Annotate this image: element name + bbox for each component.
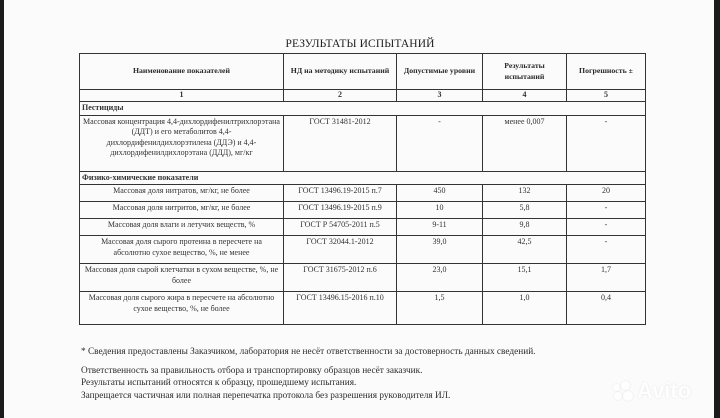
error: - xyxy=(567,202,646,219)
error: 20 xyxy=(567,185,646,202)
method: ГОСТ Р 54705-2011 п.5 xyxy=(284,219,397,236)
method: ГОСТ 32044.1-2012 xyxy=(284,236,397,264)
note-line: Ответственность за правильность отбора и транспортировку образцов несёт заказчик. xyxy=(81,365,423,376)
table-row xyxy=(80,202,646,219)
error: 0,4 xyxy=(567,292,646,325)
result: 15,1 xyxy=(483,264,567,292)
table-row xyxy=(80,264,646,292)
section-row-pesticides xyxy=(80,102,646,116)
result: менее 0,007 xyxy=(483,115,567,171)
header-limit: Допустимые уровни xyxy=(397,54,483,90)
table-row xyxy=(80,115,646,171)
limit: 39,0 xyxy=(397,236,483,264)
indicator-name: Массовая доля сырой клетчатки в сухом веществе, %, не более xyxy=(80,264,284,292)
limit: 1,5 xyxy=(397,292,483,325)
indicator-name: Массовая доля влаги и летучих веществ, % xyxy=(80,219,284,236)
indicator-name: Массовая доля сырого жира в пересчете на абсолютно сухое вещество, %, не более xyxy=(80,292,284,325)
indicator-name: Массовая доля сырого протеина в пересчете на абсолютно сухое вещество, %, не менее xyxy=(80,236,284,264)
notes-block xyxy=(81,346,641,402)
footnote: * Сведения предоставлены Заказчиком, лаборатория не несёт ответственности за достоверность данных сведений. xyxy=(81,347,536,357)
column-number: 5 xyxy=(567,90,646,102)
result: 42,5 xyxy=(483,236,567,264)
column-number: 3 xyxy=(397,90,483,102)
result: 132 xyxy=(483,185,567,202)
note-line: Запрещается частичная или полная перепечатка протокола без разрешения руководителя ИЛ. xyxy=(81,390,451,401)
table-row xyxy=(80,185,646,202)
column-number: 2 xyxy=(284,90,397,102)
column-number: 1 xyxy=(80,90,284,102)
limit: 10 xyxy=(397,202,483,219)
column-number: 4 xyxy=(483,90,567,102)
note-line: Результаты испытаний относятся к образцу, прошедшему испытания. xyxy=(81,378,357,389)
method: ГОСТ 13496.15-2016 п.10 xyxy=(284,292,397,325)
indicator-name: Массовая доля нитритов, мг/кг, не более xyxy=(80,202,284,219)
error: - xyxy=(567,115,646,171)
table-row xyxy=(80,292,646,325)
avito-watermark xyxy=(613,378,691,404)
header-error: Погрешность ± xyxy=(567,54,646,90)
error: 1,7 xyxy=(567,264,646,292)
method: ГОСТ 31481-2012 xyxy=(284,115,397,171)
results-table xyxy=(79,53,646,325)
error: - xyxy=(567,219,646,236)
section-title: Физико-химические показатели xyxy=(80,171,646,185)
limit: - xyxy=(397,115,483,171)
column-number-row xyxy=(80,90,646,102)
section-row-physchem xyxy=(80,171,646,185)
indicator-name: Массовая концентрация 4,4-дихлордифенилтрихлорэтана (ДДТ) и его метаболитов 4,4-дихлордифенилдихлорэтилена (ДДЭ) и 4,4-дихлордифенилдихлорэтана (ДДД), мг/кг xyxy=(80,115,284,171)
document-title: РЕЗУЛЬТАТЫ ИСПЫТАНИЙ xyxy=(285,38,435,50)
limit: 450 xyxy=(397,185,483,202)
method: ГОСТ 13496.19-2015 п.9 xyxy=(284,202,397,219)
limit: 9-11 xyxy=(397,219,483,236)
limit: 23,0 xyxy=(397,264,483,292)
table-header-row xyxy=(80,54,646,90)
result: 1,0 xyxy=(483,292,567,325)
avito-dots-icon xyxy=(613,381,635,401)
header-method: НД на методику испытаний xyxy=(284,54,397,90)
section-title: Пестициды xyxy=(80,102,646,116)
method: ГОСТ 31675-2012 п.6 xyxy=(284,264,397,292)
result: 5,8 xyxy=(483,202,567,219)
method: ГОСТ 13496.19-2015 п.7 xyxy=(284,185,397,202)
error: - xyxy=(567,236,646,264)
header-result: Результаты испытаний xyxy=(483,54,567,90)
result: 9,8 xyxy=(483,219,567,236)
watermark-text: Avito xyxy=(637,378,692,403)
table-row xyxy=(80,236,646,264)
table-row xyxy=(80,219,646,236)
header-indicator-name: Наименование показателей xyxy=(80,54,284,90)
indicator-name: Массовая доля нитратов, мг/кг, не более xyxy=(80,185,284,202)
